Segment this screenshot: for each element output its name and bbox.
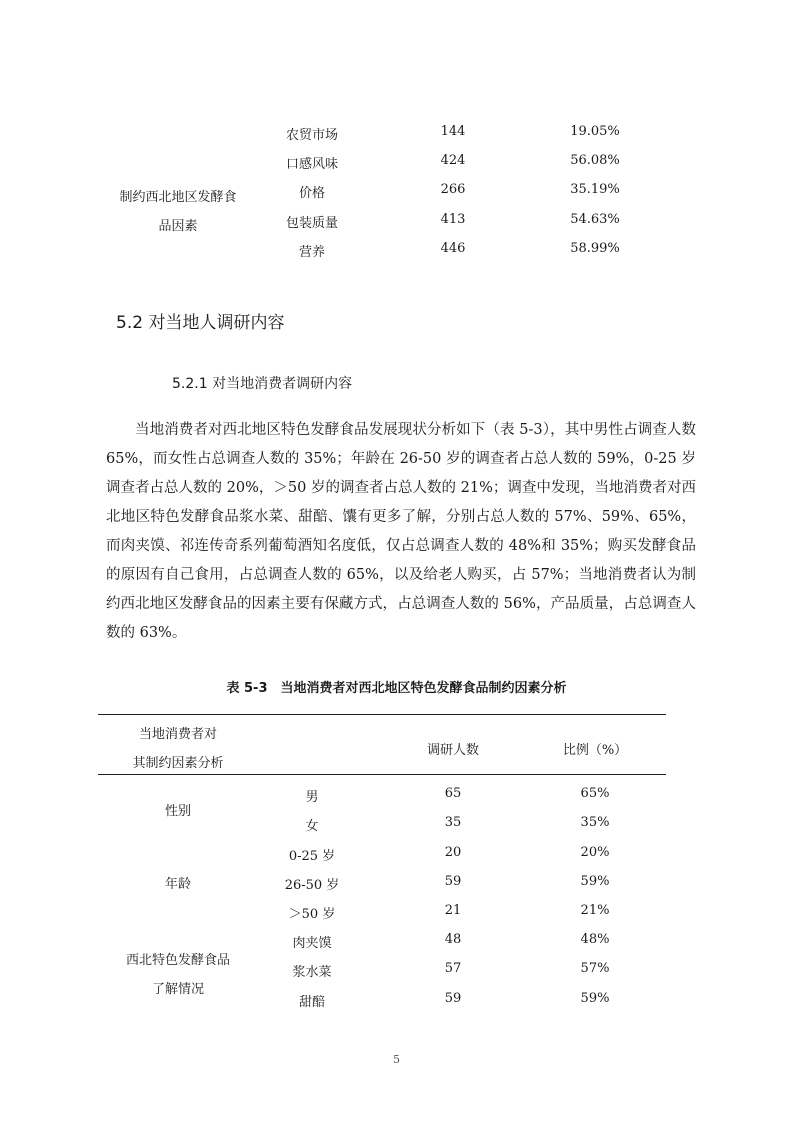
- row-percent: 19.05%: [570, 124, 620, 139]
- group-label-line: 了解情况: [151, 982, 204, 997]
- row-item: 包装质量: [285, 216, 338, 231]
- top-table-group-label: [98, 183, 258, 241]
- row-count: 59: [444, 991, 462, 1006]
- group-label-gender: 性别: [164, 804, 191, 819]
- row-percent: 20%: [580, 845, 610, 860]
- row-percent: 58.99%: [570, 241, 620, 256]
- group-label-age: 年龄: [164, 877, 191, 892]
- row-item: 口感风味: [285, 157, 338, 172]
- body-paragraph: [106, 416, 696, 648]
- row-item: 女: [305, 819, 319, 834]
- row-item: 0-25 岁: [288, 849, 336, 864]
- row-item: 甜醅: [298, 995, 325, 1010]
- table-caption: 表 5-3 当地消费者对西北地区特色发酵食品制约因素分析: [226, 681, 567, 696]
- paragraph-text: 当地消费者对西北地区特色发酵食品发展现状分析如下（表 5-3），其中男性占调查人数 65%，而女性占总调查人数的 35%；年龄在 26-50 岁的调查者占总人数的 59%，0-25 岁调查者占总人数的 20%，＞50 岁的调查者占总人数的 21%；调查中发现，当地消费者对西北地区特色发酵食品浆水菜、甜醅、馕有更多了解，分别占总人数的 57%、59%、65%，而肉夹馍、祁连传奇系列葡萄酒知名度低，仅占总调查人数的 48%和 35%；购买发酵食品的原因有自己食用，占总调查人数的 65%，以及给老人购买，占 57%；当地消费者认为制约西北地区发酵食品的因素主要有保藏方式，占总调查人数的 56%，产品质量，占总调查人数的 63%。: [106, 422, 696, 641]
- row-count: 57: [444, 961, 462, 976]
- row-item: 营养: [298, 245, 325, 260]
- row-percent: 57%: [580, 961, 610, 976]
- row-count: 21: [444, 903, 462, 918]
- row-count: 48: [444, 932, 462, 947]
- row-count: 65: [444, 786, 462, 801]
- row-count: 59: [444, 874, 462, 889]
- row-percent: 56.08%: [570, 153, 620, 168]
- page-number: 5: [393, 1053, 400, 1066]
- group-label-known: [98, 946, 258, 1004]
- row-percent: 59%: [580, 874, 610, 889]
- row-item: 肉夹馍: [292, 936, 332, 951]
- row-count: 144: [440, 124, 466, 139]
- row-count: 266: [440, 182, 466, 197]
- row-count: 424: [440, 153, 466, 168]
- row-percent: 59%: [580, 991, 610, 1006]
- row-item: 农贸市场: [285, 128, 338, 143]
- row-count: 35: [444, 815, 462, 830]
- group-label-line: 西北特色发酵食品: [125, 953, 230, 968]
- table-header-count: 调研人数: [426, 743, 479, 758]
- header-line: 其制约因素分析: [132, 756, 224, 771]
- row-percent: 65%: [580, 786, 610, 801]
- row-percent: 35%: [580, 815, 610, 830]
- row-count: 20: [444, 845, 462, 860]
- table-top-rule: [98, 714, 666, 715]
- section-heading: 5.2 对当地人调研内容: [116, 313, 285, 333]
- row-count: 446: [440, 241, 466, 256]
- row-item: 26-50 岁: [284, 878, 340, 893]
- table-header-category: [98, 720, 258, 778]
- group-label-line: 品因素: [158, 219, 198, 234]
- row-percent: 48%: [580, 932, 610, 947]
- group-label-line: 制约西北地区发酵食: [119, 190, 237, 205]
- row-percent: 54.63%: [570, 212, 620, 227]
- row-percent: 21%: [580, 903, 610, 918]
- row-item: 浆水菜: [292, 965, 332, 980]
- table-header-percent: 比例（%）: [562, 743, 628, 758]
- subsection-heading: 5.2.1 对当地消费者调研内容: [172, 376, 353, 392]
- row-item: 男: [305, 790, 319, 805]
- row-count: 413: [440, 212, 466, 227]
- header-line: 当地消费者对: [138, 727, 217, 742]
- row-item: ＞50 岁: [288, 907, 336, 922]
- row-item: 价格: [298, 186, 325, 201]
- row-percent: 35.19%: [570, 182, 620, 197]
